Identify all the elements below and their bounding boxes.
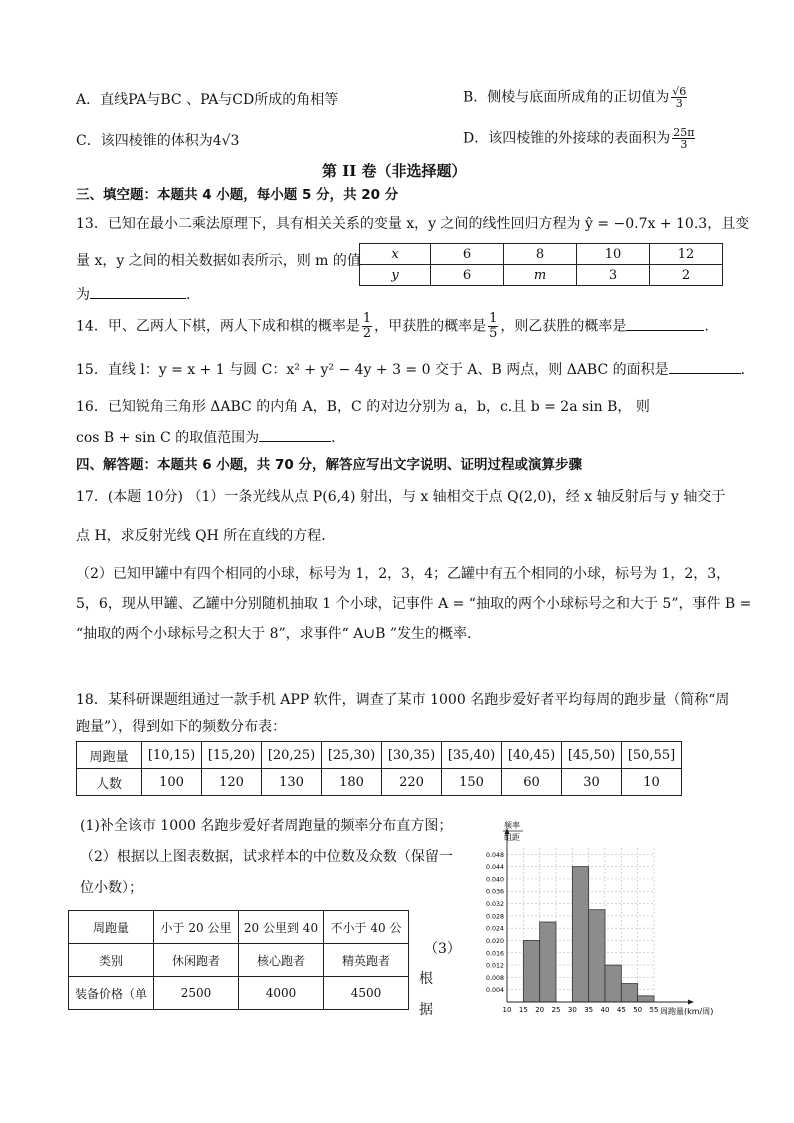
q16-line2-text: cos B + sin C 的取值范围为: [76, 430, 260, 446]
table-row: [69, 911, 409, 944]
table-cell: x: [360, 244, 431, 265]
q14-answer-blank[interactable]: [626, 316, 704, 331]
table-cell: y: [360, 265, 431, 286]
section-solution-title: 四、解答题：本题共 6 小题，共 70 分，解答应写出文字说明、证明过程或演算步骤: [76, 457, 582, 473]
q12-option-a: A．直线PA与BC 、PA与CD所成的角相等: [76, 92, 339, 108]
q13-data-table: [359, 243, 723, 286]
table-cell: 150: [442, 769, 502, 796]
table-row: [69, 944, 409, 977]
y-tick-label: 0.032: [485, 901, 504, 909]
x-tick-label: 25: [551, 1006, 561, 1014]
q17-line2: 点 H，求反射光线 QH 所在直线的方程．: [76, 528, 336, 544]
histogram-bars: [523, 867, 654, 1002]
table-cell: 休闲跑者: [154, 944, 239, 977]
table-cell: 不小于 40 公: [324, 911, 409, 944]
q13-line3-text: 为: [76, 287, 90, 303]
table-cell: [25,30): [322, 742, 382, 769]
y-tick-label: 0.044: [485, 864, 504, 872]
x-tick-label: 45: [616, 1006, 626, 1014]
histogram-bar: [572, 867, 588, 1002]
table-cell: 精英跑者: [324, 944, 409, 977]
y-axis-label-numerator: 频率: [504, 821, 520, 830]
section-fill-blank-title: 三、填空题：本题共 4 小题，每小题 5 分，共 20 分: [76, 187, 399, 203]
table-cell: 180: [322, 769, 382, 796]
table-cell: 10: [622, 769, 682, 796]
y-tick-label: 0.004: [485, 987, 504, 995]
q13-line3: 为 .: [76, 284, 190, 304]
q18-sub2-line2: 位小数）；: [80, 880, 143, 896]
table-cell: [10,15): [142, 742, 202, 769]
histogram-bar: [540, 922, 556, 1002]
table-cell: [40,45): [502, 742, 562, 769]
y-tick-label: 0.012: [485, 962, 504, 970]
table-row: [360, 244, 723, 265]
q12-option-d-text: D．该四棱锥的外接球的表面积为: [463, 130, 671, 147]
table-cell: 10: [577, 244, 650, 265]
table-cell: 人数: [77, 769, 142, 796]
x-tick-label: 10: [502, 1006, 512, 1014]
histogram-bar: [523, 940, 539, 1002]
q18-sub3-prefix: （3）: [424, 941, 461, 957]
q14-text-pre: 14．甲、乙两人下棋，两人下成和棋的概率是: [76, 318, 360, 335]
q18-line2: 跑量”），得到如下的频数分布表：: [76, 719, 287, 735]
table-cell: 周跑量: [69, 911, 154, 944]
table-row: [77, 769, 682, 796]
q17-line5: “抽取的两个小球标号之积大于 8”，求事件“ A∪B ”发生的概率.: [76, 626, 472, 642]
table-row: [360, 265, 723, 286]
table-cell: 2: [650, 265, 723, 286]
q14-fraction-win: [488, 312, 498, 341]
q12-option-b: [463, 86, 689, 109]
table-cell: [15,20): [202, 742, 262, 769]
table-row: [77, 742, 682, 769]
table-cell: 130: [262, 769, 322, 796]
fraction-numerator: 1: [362, 311, 372, 326]
table-cell: 220: [382, 769, 442, 796]
q12-option-d: [463, 127, 697, 150]
q12-option-b-text: B．侧棱与底面所成角的正切值为: [463, 89, 670, 106]
q12-option-c: C．该四棱锥的体积为4√3: [76, 133, 240, 149]
histogram-bar: [589, 910, 605, 1002]
fraction-numerator: 25π: [673, 126, 695, 139]
q18-frequency-table: [76, 741, 682, 796]
fraction-denominator: 5: [489, 326, 498, 341]
table-row: [69, 977, 409, 1010]
x-tick-label: 30: [567, 1006, 577, 1014]
q16-line2: cos B + sin C 的取值范围为 .: [76, 427, 336, 447]
table-cell: 120: [202, 769, 262, 796]
q15-answer-blank[interactable]: [669, 359, 741, 374]
table-cell: [50,55]: [622, 742, 682, 769]
table-cell: [45,50): [562, 742, 622, 769]
q14-fraction-draw: [362, 312, 372, 341]
q18-sub1: (1)补全该市 1000 名跑步爱好者周跑量的频率分布直方图；: [80, 818, 453, 834]
x-tick-label: 50: [633, 1006, 643, 1014]
table-cell: 3: [577, 265, 650, 286]
table-cell: 核心跑者: [239, 944, 324, 977]
part2-title: 第 II 卷（非选择题）: [322, 162, 467, 180]
histogram-y-ticks: [486, 852, 504, 994]
q18-line1: 18．某科研课题组通过一款手机 APP 软件，调查了某市 1000 名跑步爱好者平均每周的跑步量（简称“周: [76, 692, 730, 708]
histogram-bar: [621, 984, 637, 1002]
table-cell: 20 公里到 40: [239, 911, 324, 944]
frequency-histogram: [462, 818, 732, 1023]
q18-category-table: [68, 910, 409, 1010]
table-cell: 6: [431, 244, 504, 265]
x-tick-label: 35: [584, 1006, 594, 1014]
q17-line3: （2）已知甲罐中有四个相同的小球，标号为 1，2，3，4；乙罐中有五个相同的小球，标号为 1，2，3，: [76, 566, 731, 582]
y-tick-label: 0.048: [485, 851, 504, 859]
x-tick-label: 15: [518, 1006, 528, 1014]
histogram-x-ticks: [503, 1006, 659, 1014]
q16-answer-blank[interactable]: [259, 427, 331, 442]
x-tick-label: 55: [649, 1006, 659, 1014]
fraction-denominator: 3: [675, 97, 683, 110]
table-cell: [30,35): [382, 742, 442, 769]
table-cell: 装备价格（单: [69, 977, 154, 1010]
fraction-numerator: √6: [672, 85, 687, 98]
table-cell: 4000: [239, 977, 324, 1010]
q14: 14．甲、乙两人下棋，两人下成和棋的概率是 $\frac{1}{2}$ ，甲获胜的概率是 $\frac{1}{5}$ ，则乙获胜的概率是 .: [76, 311, 709, 341]
table-cell: 类别: [69, 944, 154, 977]
y-tick-label: 0.036: [485, 888, 504, 896]
table-cell: 8: [504, 244, 577, 265]
y-axis-label-denominator: 组距: [504, 833, 520, 842]
y-tick-label: 0.008: [485, 974, 504, 982]
y-tick-label: 0.016: [485, 950, 504, 958]
q15: 15．直线 l：y = x + 1 与圆 C：x² + y² − 4y + 3 = 0 交于 A、B 两点，则 ΔABC 的面积是 .: [76, 359, 745, 379]
q16-line1: 16．已知锐角三角形 ΔABC 的内角 A，B，C 的对边分别为 a，b，c.且 b = 2a sin B， 则: [76, 399, 650, 415]
q18-sub3-char1: 根: [419, 971, 433, 987]
q17-line4: 5，6，现从甲罐、乙罐中分别随机抽取 1 个小球，记事件 A = “抽取的两个小球标号之和大于 5”，事件 B =: [76, 596, 752, 612]
fraction-denominator: 3: [680, 138, 688, 151]
fraction-numerator: 1: [489, 311, 498, 326]
q12-option-d-fraction: [672, 127, 695, 150]
q13-answer-blank[interactable]: [90, 284, 186, 299]
x-tick-label: 20: [535, 1006, 545, 1014]
y-tick-label: 0.040: [485, 876, 504, 884]
table-cell: 2500: [154, 977, 239, 1010]
x-tick-label: 40: [600, 1006, 610, 1014]
table-cell: [35,40): [442, 742, 502, 769]
q18-sub2-line1: （2）根据以上图表数据，试求样本的中位数及众数（保留一: [80, 849, 453, 865]
fraction-denominator: 2: [362, 326, 372, 341]
y-tick-label: 0.028: [485, 913, 504, 921]
table-cell: 12: [650, 244, 723, 265]
table-cell: m: [504, 265, 577, 286]
table-cell: 4500: [324, 977, 409, 1010]
table-cell: 6: [431, 265, 504, 286]
q13-line2: 量 x，y 之间的相关数据如表所示，则 m 的值: [76, 253, 361, 269]
histogram-bar: [638, 996, 654, 1002]
histogram-bar: [605, 965, 621, 1002]
q15-text: 15．直线 l：y = x + 1 与圆 C：x² + y² − 4y + 3 = 0 交于 A、B 两点，则 ΔABC 的面积是: [76, 362, 669, 378]
table-cell: 100: [142, 769, 202, 796]
table-cell: 30: [562, 769, 622, 796]
q18-sub3-char2: 据: [419, 1002, 433, 1018]
q12-option-b-fraction: [671, 86, 687, 109]
q13-line1: 13．已知在最小二乘法原理下，具有相关关系的变量 x，y 之间的线性回归方程为 ŷ = −0.7x + 10.3，且变: [76, 216, 750, 232]
table-cell: [20,25): [262, 742, 322, 769]
y-tick-label: 0.020: [485, 937, 504, 945]
table-cell: 周跑量: [77, 742, 142, 769]
table-cell: 小于 20 公里: [154, 911, 239, 944]
x-axis-label: 周跑量(km/周): [660, 1007, 714, 1016]
q14-text-mid: ，甲获胜的概率是: [374, 318, 487, 335]
q17-line1: 17．(本题 10分) （1）一条光线从点 P(6,4) 射出，与 x 轴相交于点 Q(2,0)，经 x 轴反射后与 y 轴交于: [76, 489, 726, 505]
table-cell: 60: [502, 769, 562, 796]
x-axis-arrow-icon: [688, 1000, 694, 1005]
q14-text-post: ，则乙获胜的概率是: [500, 318, 627, 335]
y-tick-label: 0.024: [485, 925, 504, 933]
